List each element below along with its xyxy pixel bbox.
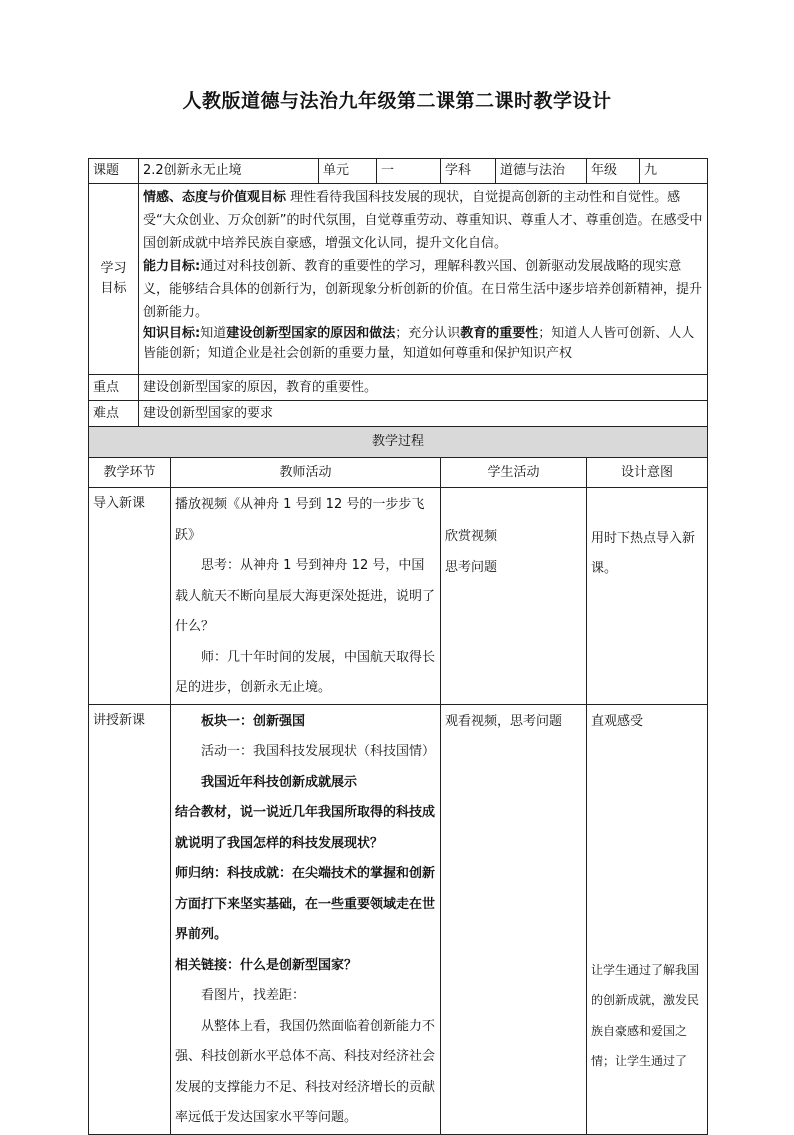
col-teacher-header: 教师活动	[171, 458, 441, 488]
lecture-question: 结合教材，说一说近几年我国所取得的科技成就说明了我国怎样的科技发展现状？	[175, 805, 436, 851]
process-band-title: 教学过程	[89, 427, 708, 458]
unit-value: 一	[377, 159, 441, 184]
intro-student-line-1: 欣赏视频	[445, 529, 498, 544]
learning-goals-label: 学习目标	[89, 184, 139, 375]
emotion-goal-heading: 情感、态度与价值观目标	[143, 190, 287, 205]
lecture-link: 相关链接：什么是创新型国家？	[175, 957, 358, 973]
knowledge-goal	[143, 324, 703, 364]
knowledge-text-1: 知道	[200, 326, 227, 341]
difficulty-label: 难点	[89, 401, 139, 427]
knowledge-text-3: ；知道人人皆可创新、人人皆能创新；知道企业是社会创新的重要力量，知道如何尊重和保护知识产权	[143, 326, 695, 361]
grade-value: 九	[640, 159, 708, 184]
difficulty-value: 建设创新型国家的要求	[139, 401, 708, 427]
intro-stage: 导入新课	[89, 488, 171, 705]
lesson-plan-table	[88, 158, 708, 1135]
learning-goals-row	[89, 184, 708, 375]
intro-teacher-line-2: 思考：从神舟 1 号到神舟 12 号，中国载人航天不断向星辰大海更深处挺进，说明了什么？	[175, 558, 436, 634]
intro-teacher-activity	[171, 488, 441, 705]
knowledge-goal-heading: 知识目标:	[143, 326, 201, 341]
process-header-row	[89, 458, 708, 488]
col-student-header: 学生活动	[441, 458, 587, 488]
lecture-summary: 师归纳：科技成就：在尖端技术的掌握和创新方面打下来坚实基础，在一些重要领域走在世界前列。	[175, 866, 436, 942]
subject-label: 学科	[441, 159, 496, 184]
topic-label: 课题	[89, 159, 139, 184]
ability-goal	[143, 255, 703, 324]
difficulty-row	[89, 401, 708, 427]
ability-goal-heading: 能力目标:	[143, 259, 201, 274]
intro-teacher-line-3: 师：几十年时间的发展，中国航天取得长足的进步，创新永无止境。	[175, 649, 436, 695]
intro-intent: 用时下热点导入新课。	[587, 488, 708, 705]
subject-value: 道德与法治	[496, 159, 587, 184]
lecture-row	[89, 704, 708, 1134]
key-point-row	[89, 375, 708, 401]
intro-student-activity	[441, 488, 587, 705]
lecture-teacher-activity	[171, 704, 441, 1134]
knowledge-bold-1: 建设创新型国家的原因和做法	[226, 326, 396, 341]
process-band-row	[89, 427, 708, 458]
lecture-look: 看图片，找差距：	[201, 988, 306, 1003]
lecture-activity-title: 活动一：我国科技发展现状（科技国情）	[201, 744, 436, 759]
knowledge-text-2: ；充分认识	[395, 326, 461, 341]
lecture-block-title: 板块一：创新强国	[201, 713, 306, 729]
intro-teacher-line-1: 播放视频《从神舟 1 号到 12 号的一步步飞跃》	[175, 497, 425, 543]
emotion-goal	[143, 186, 703, 255]
header-row	[89, 159, 708, 184]
learning-goals-content	[139, 184, 708, 375]
key-point-value: 建设创新型国家的原因，教育的重要性。	[139, 375, 708, 401]
emotion-goal-text: 理性看待我国科技发展的现状，自觉提高创新的主动性和自觉性。感受“大众创业、万众创新”的时代氛围，自觉尊重劳动、尊重知识、尊重人才、尊重创造。在感受中国创新成就中培养民族自豪感，增强文化认同，提升文化自信。	[143, 190, 703, 251]
key-point-label: 重点	[89, 375, 139, 401]
ability-goal-text: 通过对科技创新、教育的重要性的学习，理解科教兴国、创新驱动发展战略的现实意义，能够结合具体的创新行为，创新现象分析创新的价值。在日常生活中逐步培养创新精神，提升创新能力。	[143, 259, 703, 320]
lecture-achievement-title: 我国近年科技创新成就展示	[201, 774, 358, 790]
lecture-stage: 讲授新课	[89, 704, 171, 1134]
lecture-intent	[587, 704, 708, 1134]
col-stage-header: 教学环节	[89, 458, 171, 488]
intro-row	[89, 488, 708, 705]
grade-label: 年级	[587, 159, 640, 184]
lecture-intent-top: 直观感受	[591, 713, 644, 729]
unit-label: 单元	[319, 159, 377, 184]
topic-value: 2.2创新永无止境	[139, 159, 319, 184]
col-intent-header: 设计意图	[587, 458, 708, 488]
lecture-student-activity: 观看视频，思考问题	[441, 704, 587, 1134]
intro-student-line-2: 思考问题	[445, 559, 498, 575]
lecture-overall: 从整体上看，我国仍然面临着创新能力不强、科技创新水平总体不高、科技对经济社会发展的支撑能力不足、科技对经济增长的贡献率远低于发达国家水平等问题。	[175, 1018, 436, 1125]
lecture-intent-bottom: 让学生通过了解我国的创新成就，激发民族自豪感和爱国之情；让学生通过了	[591, 962, 700, 1068]
knowledge-bold-2: 教育的重要性	[460, 326, 539, 341]
document-title: 人教版道德与法治九年级第二课第二课时教学设计	[182, 90, 612, 112]
